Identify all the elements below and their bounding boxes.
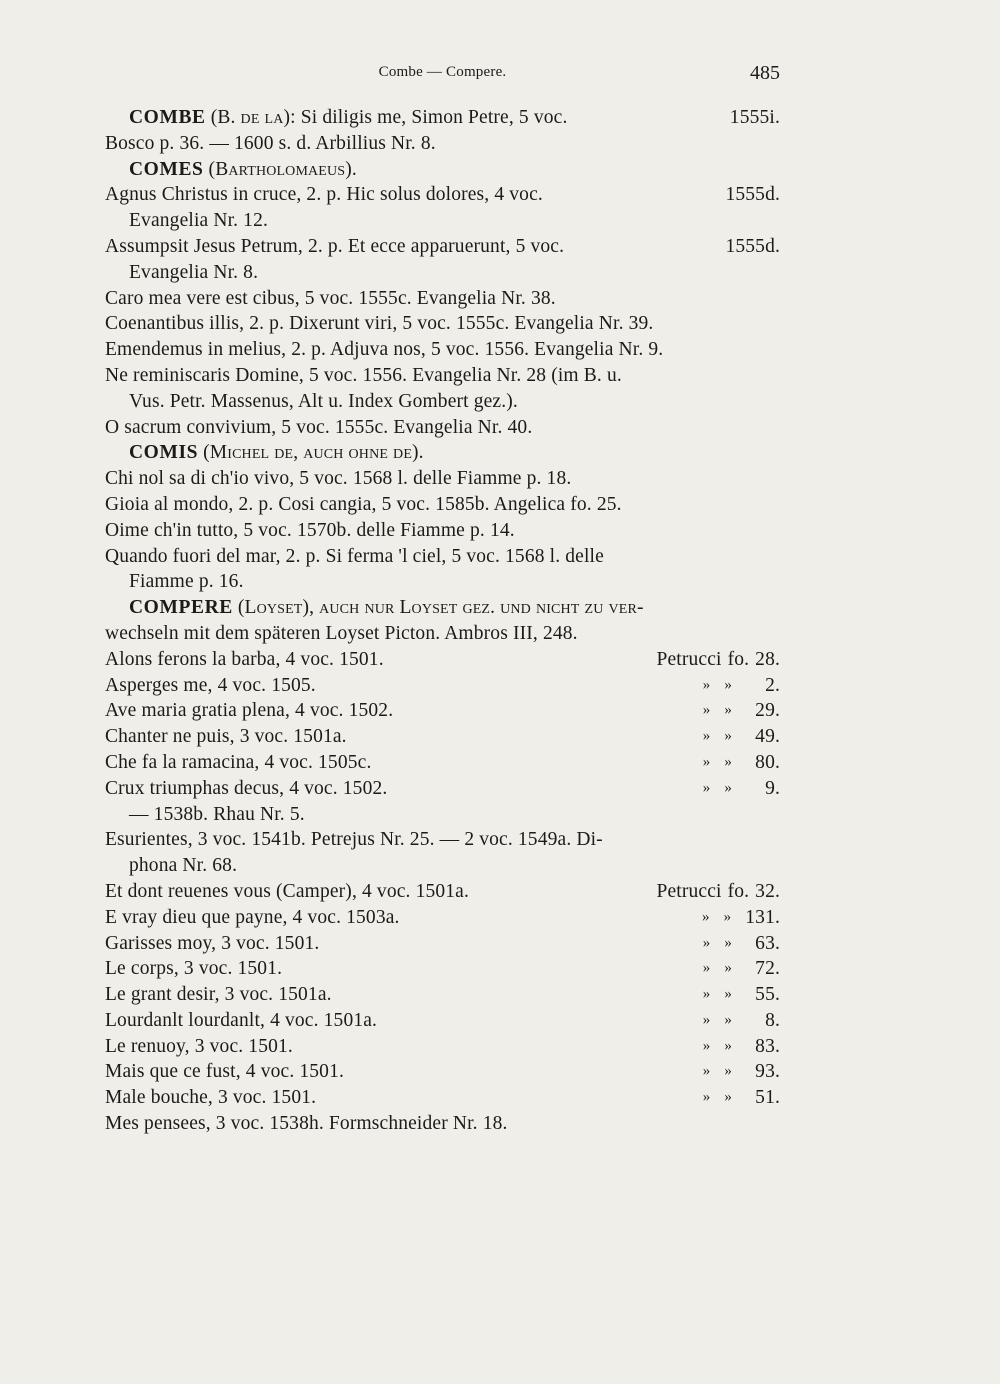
ditto-mark: » xyxy=(724,1063,732,1080)
ditto-mark: » xyxy=(724,960,732,977)
table-row xyxy=(105,982,780,1008)
table-row xyxy=(105,724,780,750)
source-reference xyxy=(630,931,780,957)
entry-compere xyxy=(105,595,780,621)
entry-text: Assumpsit Jesus Petrum, 2. p. Et ecce apparuerunt, 5 voc. xyxy=(105,235,565,257)
table-row xyxy=(105,1034,780,1060)
entry-comis xyxy=(105,440,780,466)
list-item xyxy=(105,234,780,260)
source-reference xyxy=(630,1059,780,1085)
source-reference xyxy=(630,647,780,673)
entry-source: Vus. Petr. Massenus, Alt u. Index Gombert gez.). xyxy=(129,390,518,412)
work-title: Et dont reuenes vous (Camper), 4 voc. 1501a. xyxy=(105,880,470,902)
folio-abbrev: fo. xyxy=(727,648,750,670)
folio-number: 28. xyxy=(755,648,780,670)
folio-number: 2. xyxy=(765,674,780,696)
list-item xyxy=(105,182,780,208)
folio-number: 63. xyxy=(755,932,780,954)
folio-number: 9. xyxy=(765,777,780,799)
entry-year: 1555d. xyxy=(725,184,780,206)
ditto-mark: » xyxy=(702,1063,711,1080)
work-list xyxy=(105,879,780,1111)
work-title: Asperges me, 4 voc. 1505. xyxy=(105,674,316,696)
composer-qualifier: (Bartholomaeus). xyxy=(208,158,357,180)
work-title: Crux triumphas decus, 4 voc. 1502. xyxy=(105,777,388,799)
source-reference xyxy=(630,698,780,724)
list-item: Coenantibus illis, 2. p. Dixerunt viri, 5 voc. 1555c. Evangelia Nr. 39. xyxy=(105,313,654,335)
folio-number: 29. xyxy=(755,700,780,722)
folio-number: 8. xyxy=(765,1009,780,1031)
entry-source: Evangelia Nr. 8. xyxy=(129,261,259,283)
work-title: Mais que ce fust, 4 voc. 1501. xyxy=(105,1061,344,1083)
work-title: Garisses moy, 3 voc. 1501. xyxy=(105,932,320,954)
ditto-mark: » xyxy=(724,986,732,1003)
work-list xyxy=(105,647,780,802)
composer-qualifier: (Michel de, auch ohne de). xyxy=(203,442,424,464)
ditto-mark: » xyxy=(724,1011,732,1028)
work-title: Male bouche, 3 voc. 1501. xyxy=(105,1087,317,1109)
ditto-mark: » xyxy=(702,1011,711,1028)
ditto-mark: » xyxy=(702,1089,711,1106)
table-row xyxy=(105,905,780,931)
list-item: O sacrum convivium, 5 voc. 1555c. Evangelia Nr. 40. xyxy=(105,416,533,438)
ditto-mark: » xyxy=(724,728,732,745)
source-reference xyxy=(630,776,780,802)
entry-source: — 1538b. Rhau Nr. 5. xyxy=(129,803,305,825)
folio-number: 80. xyxy=(755,751,780,773)
work-title: Le renuoy, 3 voc. 1501. xyxy=(105,1035,293,1057)
table-row xyxy=(105,647,780,673)
entry-comes xyxy=(105,157,780,183)
entry-source: Evangelia Nr. 12. xyxy=(129,210,269,232)
table-row xyxy=(105,776,780,802)
source-reference xyxy=(630,673,780,699)
source-reference xyxy=(630,1008,780,1034)
entry-year: 1555d. xyxy=(725,235,780,257)
source-reference xyxy=(630,750,780,776)
entry-text: Si diligis me, Simon Petre, 5 voc. xyxy=(300,107,568,128)
list-item: Ne reminiscaris Domine, 5 voc. 1556. Evangelia Nr. 28 (im B. u. xyxy=(105,364,622,386)
list-item: Emendemus in melius, 2. p. Adjuva nos, 5 voc. 1556. Evangelia Nr. 9. xyxy=(105,339,664,361)
ditto-mark: » xyxy=(702,728,711,745)
entry-text: Agnus Christus in cruce, 2. p. Hic solus dolores, 4 voc. xyxy=(105,184,543,206)
work-title: Chanter ne puis, 3 voc. 1501a. xyxy=(105,726,347,748)
source-reference xyxy=(630,956,780,982)
table-row xyxy=(105,673,780,699)
work-title: Lourdanlt lourdanlt, 4 voc. 1501a. xyxy=(105,1009,378,1031)
ditto-mark: » xyxy=(724,676,732,693)
table-row xyxy=(105,931,780,957)
list-item: Chi nol sa di ch'io vivo, 5 voc. 1568 l. delle Fiamme p. 18. xyxy=(105,468,572,490)
work-title: Ave maria gratia plena, 4 voc. 1502. xyxy=(105,700,394,722)
source-reference xyxy=(630,1034,780,1060)
entry-year: 1555i. xyxy=(729,107,780,128)
composer-qualifier: (B. de la): xyxy=(210,107,296,128)
entry-combe xyxy=(105,105,780,131)
composer-name: COMIS xyxy=(129,442,199,464)
source-name: Petrucci xyxy=(656,648,722,670)
work-title: Che fa la ramacina, 4 voc. 1505c. xyxy=(105,751,372,773)
table-row xyxy=(105,879,780,905)
ditto-mark: » xyxy=(702,676,711,693)
ditto-mark: » xyxy=(724,779,732,796)
ditto-mark: » xyxy=(724,1089,732,1106)
entry-text: wechseln mit dem späteren Loyset Picton. Ambros III, 248. xyxy=(105,622,578,644)
ditto-mark: » xyxy=(702,986,711,1003)
ditto-mark: » xyxy=(724,753,732,770)
composer-qualifier: (Loyset), auch nur Loyset gez. und nicht zu ver- xyxy=(237,597,644,619)
ditto-mark: » xyxy=(702,779,711,796)
list-item: Mes pensees, 3 voc. 1538h. Formschneider Nr. 18. xyxy=(105,1113,508,1135)
folio-number: 32. xyxy=(755,880,780,902)
page-number: 485 xyxy=(750,62,780,84)
list-item: Oime ch'in tutto, 5 voc. 1570b. delle Fiamme p. 14. xyxy=(105,519,515,541)
source-reference xyxy=(630,982,780,1008)
folio-number: 131. xyxy=(745,906,780,928)
list-item: Caro mea vere est cibus, 5 voc. 1555c. Evangelia Nr. 38. xyxy=(105,287,556,309)
folio-number: 93. xyxy=(755,1061,780,1083)
table-row xyxy=(105,750,780,776)
ditto-mark: » xyxy=(724,702,732,719)
ditto-mark: » xyxy=(702,702,711,719)
list-item: Quando fuori del mar, 2. p. Si ferma 'l ciel, 5 voc. 1568 l. delle xyxy=(105,545,604,567)
source-reference xyxy=(630,724,780,750)
entry-text: Bosco p. 36. — 1600 s. d. Arbillius Nr. 8. xyxy=(105,132,436,154)
table-row xyxy=(105,956,780,982)
ditto-mark: » xyxy=(702,753,711,770)
work-title: Le grant desir, 3 voc. 1501a. xyxy=(105,984,332,1006)
list-item: Gioia al mondo, 2. p. Cosi cangia, 5 voc. 1585b. Angelica fo. 25. xyxy=(105,493,622,515)
composer-name: COMBE xyxy=(129,107,206,128)
folio-number: 83. xyxy=(755,1035,780,1057)
composer-name: COMES xyxy=(129,158,204,180)
folio-number: 49. xyxy=(755,726,780,748)
folio-number: 51. xyxy=(755,1087,780,1109)
ditto-mark: » xyxy=(702,1037,711,1054)
page-body xyxy=(105,105,780,1137)
ditto-mark: » xyxy=(724,1037,732,1054)
list-item: Esurientes, 3 voc. 1541b. Petrejus Nr. 25. — 2 voc. 1549a. Di- xyxy=(105,829,603,851)
page-header xyxy=(105,62,780,92)
source-reference xyxy=(630,879,780,905)
source-name: Petrucci xyxy=(656,880,722,902)
ditto-mark: » xyxy=(702,934,711,951)
table-row xyxy=(105,1059,780,1085)
work-title: Alons ferons la barba, 4 voc. 1501. xyxy=(105,648,384,670)
table-row xyxy=(105,698,780,724)
ditto-mark: » xyxy=(723,908,732,925)
folio-abbrev: fo. xyxy=(727,880,750,902)
work-title: E vray dieu que payne, 4 voc. 1503a. xyxy=(105,906,400,928)
work-title: Le corps, 3 voc. 1501. xyxy=(105,958,283,980)
folio-number: 55. xyxy=(755,984,780,1006)
ditto-mark: » xyxy=(724,934,732,951)
entry-source: phona Nr. 68. xyxy=(129,855,238,877)
entry-source: Fiamme p. 16. xyxy=(129,571,244,593)
ditto-mark: » xyxy=(701,908,710,925)
source-reference xyxy=(630,905,780,931)
source-reference xyxy=(630,1085,780,1111)
composer-name: COMPERE xyxy=(129,597,233,619)
table-row xyxy=(105,1008,780,1034)
table-row xyxy=(105,1085,780,1111)
ditto-mark: » xyxy=(702,960,711,977)
folio-number: 72. xyxy=(755,958,780,980)
running-title: Combe — Compere. xyxy=(378,64,507,80)
